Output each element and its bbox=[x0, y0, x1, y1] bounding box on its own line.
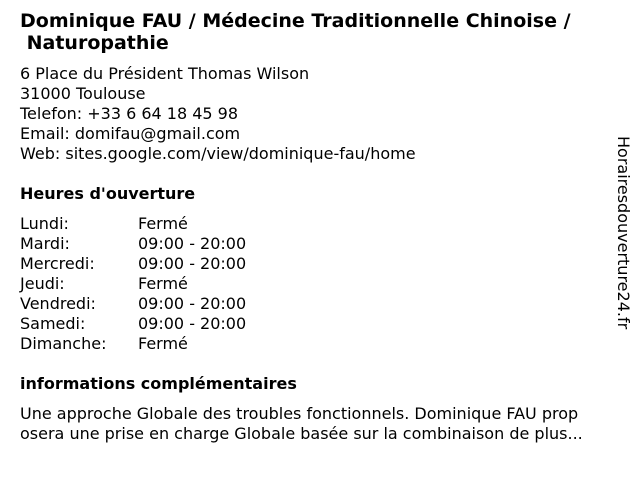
phone-number: Telefon: +33 6 64 18 45 98 bbox=[20, 104, 239, 123]
business-title bbox=[20, 10, 620, 54]
hours-row-thursday bbox=[20, 274, 320, 294]
hours-day: Mercredi: bbox=[20, 254, 95, 273]
hours-row-friday bbox=[20, 294, 320, 314]
street-address: 6 Place du Président Thomas Wilson bbox=[20, 64, 310, 83]
hours-row-tuesday bbox=[20, 234, 320, 254]
hours-time: 09:00 - 20:00 bbox=[138, 314, 247, 333]
hours-day: Jeudi: bbox=[20, 274, 65, 293]
email-address: Email: domifau@gmail.com bbox=[20, 124, 241, 143]
hours-time: 09:00 - 20:00 bbox=[138, 234, 247, 253]
contact-block bbox=[20, 64, 620, 164]
business-title-line-2 bbox=[20, 32, 620, 54]
website-address: Web: sites.google.com/view/dominique-fau/home bbox=[20, 144, 416, 163]
hours-day: Vendredi: bbox=[20, 294, 96, 313]
additional-info-heading: informations complémentaires bbox=[20, 374, 297, 393]
city-address: 31000 Toulouse bbox=[20, 84, 146, 103]
hours-day: Dimanche: bbox=[20, 334, 107, 353]
info-text-line-1: Une approche Globale des troubles fonctionnels. Dominique FAU prop bbox=[20, 404, 579, 423]
opening-hours-heading: Heures d'ouverture bbox=[20, 184, 196, 203]
hours-day: Mardi: bbox=[20, 234, 70, 253]
hours-time: Fermé bbox=[138, 334, 188, 353]
business-title-line-2-text: Naturopathie bbox=[26, 32, 169, 54]
hours-row-monday bbox=[20, 214, 320, 234]
hours-day: Samedi: bbox=[20, 314, 86, 333]
hours-row-saturday bbox=[20, 314, 320, 334]
hours-time: Fermé bbox=[138, 274, 188, 293]
hours-row-sunday bbox=[20, 334, 320, 354]
opening-hours-table bbox=[20, 214, 320, 354]
hours-time: Fermé bbox=[138, 214, 188, 233]
site-watermark: Horairesdouverture24.fr bbox=[614, 136, 633, 330]
business-title-line-1: Dominique FAU / Médecine Traditionnelle Chinoise / bbox=[20, 10, 571, 32]
info-text-line-2: osera une prise en charge Globale basée sur la combinaison de plus... bbox=[20, 424, 583, 443]
hours-time: 09:00 - 20:00 bbox=[138, 294, 247, 313]
hours-row-wednesday bbox=[20, 254, 320, 274]
hours-time: 09:00 - 20:00 bbox=[138, 254, 247, 273]
hours-day: Lundi: bbox=[20, 214, 69, 233]
additional-info-text bbox=[20, 404, 628, 444]
